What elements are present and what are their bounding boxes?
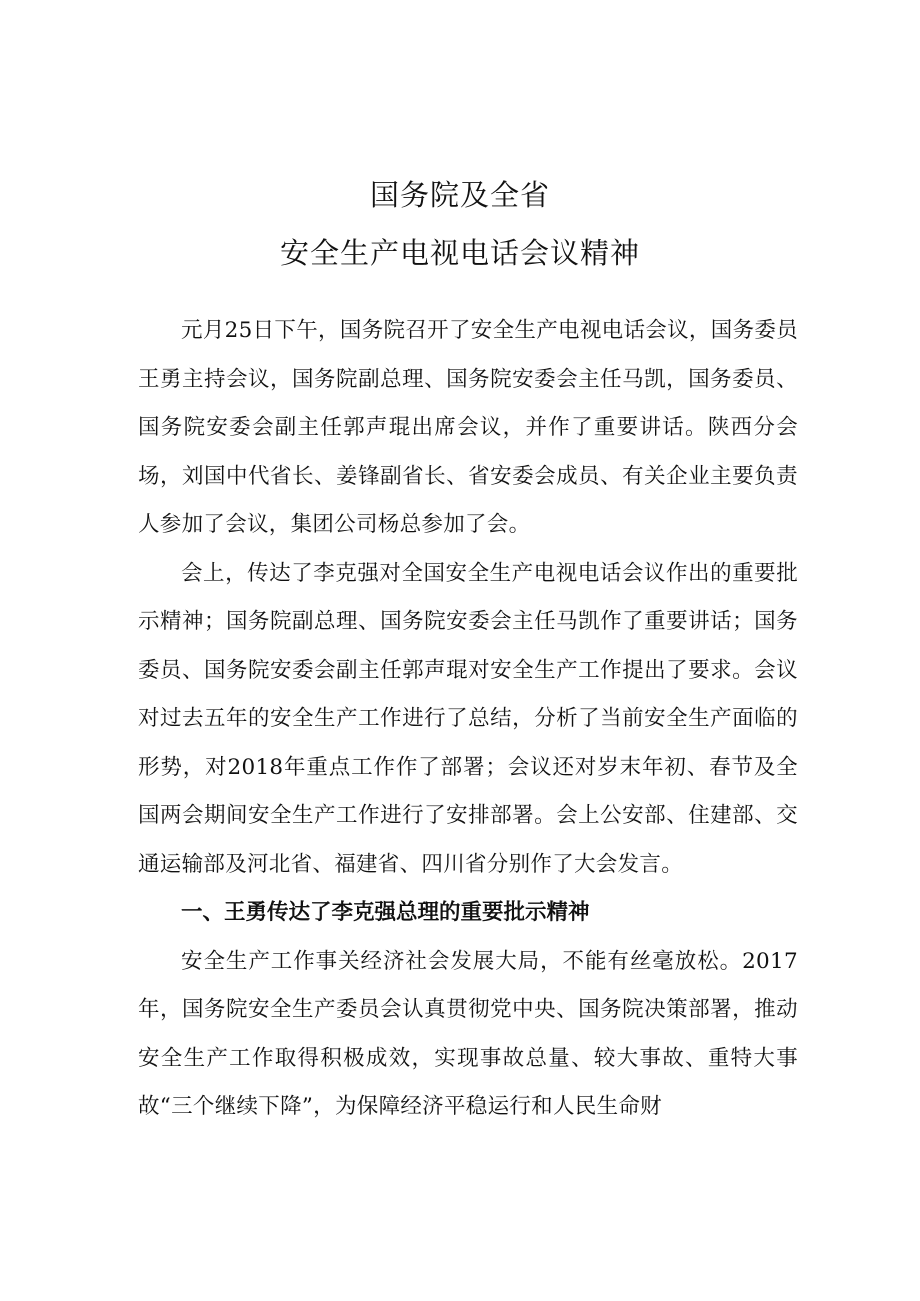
title-line-2: 安全生产电视电话会议精神 [279, 236, 640, 270]
document-body [138, 307, 798, 1132]
title-line-1: 国务院及全省 [369, 178, 550, 212]
section-paragraph: 安全生产工作事关经济社会发展大局，不能有丝毫放松。2017年，国务院安全生产委员会认真贯彻党中央、国务院决策部署，推动安全生产工作取得积极成效，实现事故总量、较大事故、重特大事故“三个继续下降”，为保障经济平稳运行和人民生命财 [138, 948, 798, 1119]
paragraph-2: 会上，传达了李克强对全国安全生产电视电话会议作出的重要批示精神；国务院副总理、国务院安委会主任马凯作了重要讲话；国务委员、国务院安委会副主任郭声琨对安全生产工作提出了要求。会议对过去五年的安全生产工作进行了总结，分析了当前安全生产面临的形势，对2018年重点工作作了部署；会议还对岁末年初、春节及全国两会期间安全生产工作进行了安排部署。会上公安部、住建部、交通运输部及河北省、福建省、四川省分别作了大会发言。 [138, 560, 798, 877]
paragraph-1: 元月25日下午，国务院召开了安全生产电视电话会议，国务委员王勇主持会议，国务院副总理、国务院安委会主任马凯，国务委员、国务院安委会副主任郭声琨出席会议，并作了重要讲话。陕西分会场，刘国中代省长、姜锋副省长、省安委会成员、有关企业主要负责人参加了会议，集团公司杨总参加了会。 [138, 318, 798, 537]
section-heading: 一、王勇传达了李克强总理的重要批示精神 [181, 900, 590, 925]
document-title [0, 166, 920, 282]
